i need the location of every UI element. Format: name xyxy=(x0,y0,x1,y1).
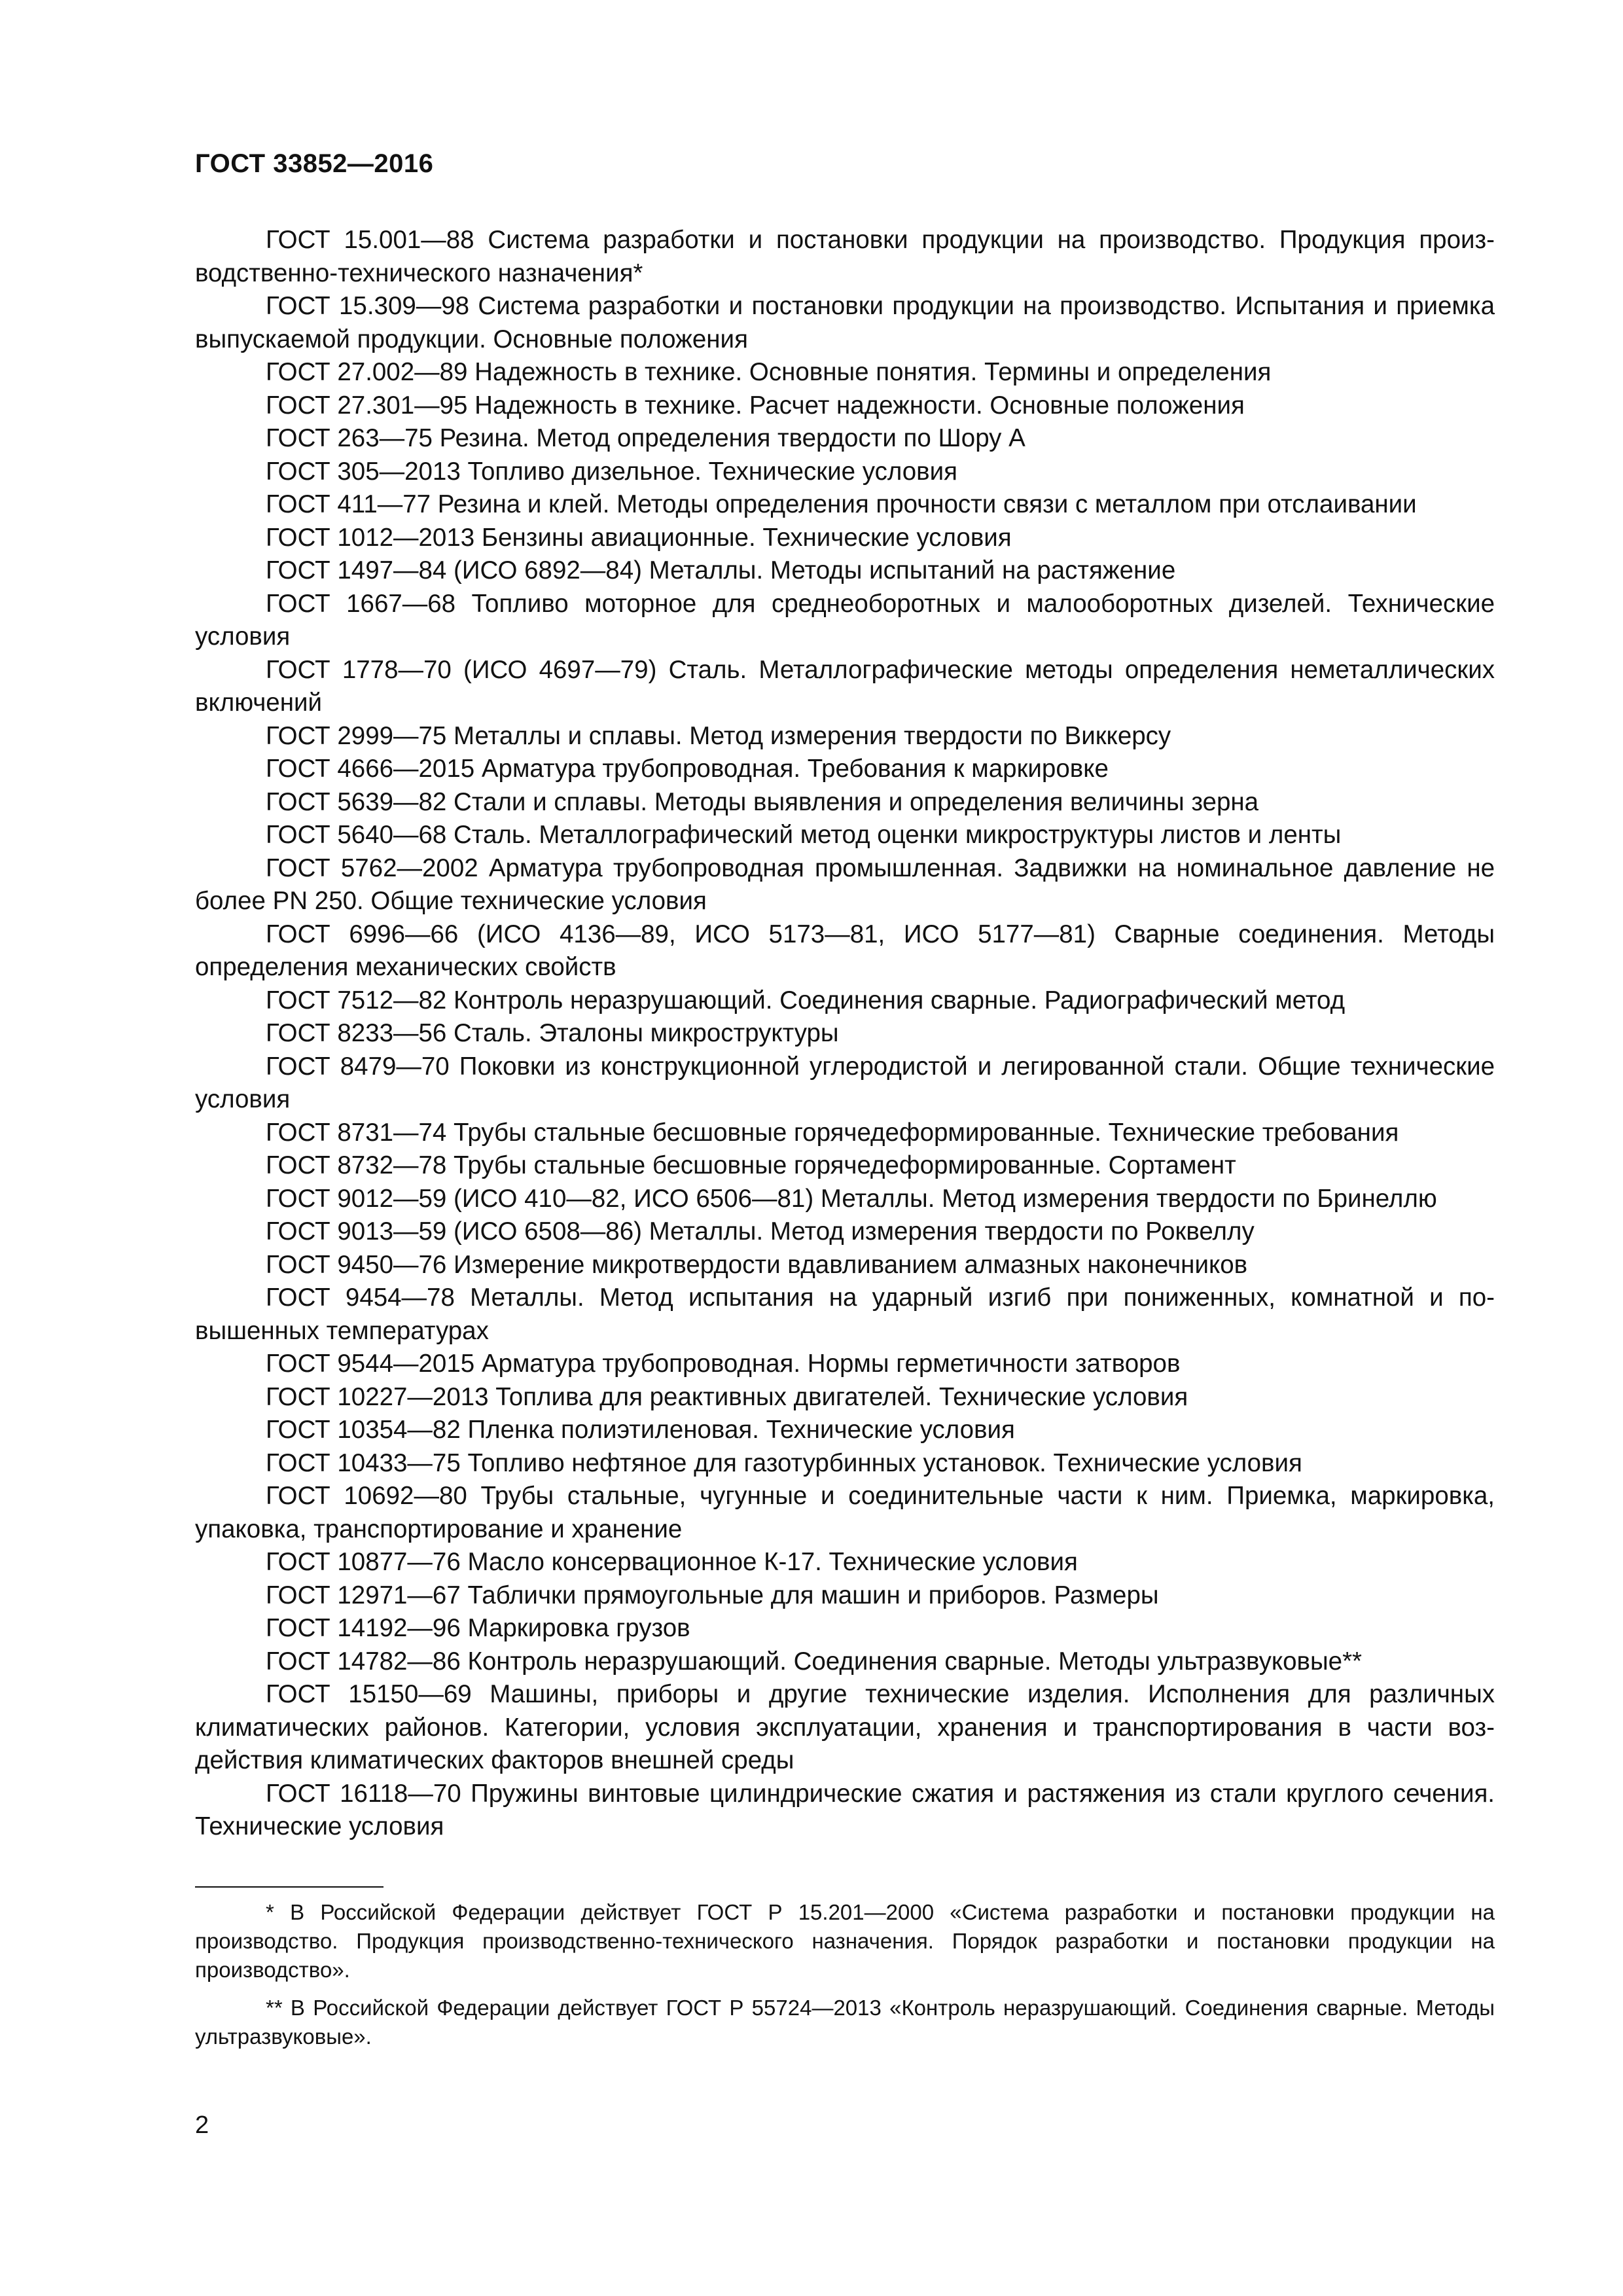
reference-item: ГОСТ 9013—59 (ИСО 6508—86) Металлы. Метод измерения твердости по Роквеллу xyxy=(266,1217,1255,1246)
reference-item: ГОСТ 8233—56 Сталь. Эталоны микроструктуры xyxy=(266,1019,839,1047)
reference-item: ГОСТ 10877—76 Масло консервационное К-17. Технические условия xyxy=(266,1548,1078,1576)
footnotes xyxy=(195,1898,1495,2060)
reference-item: ГОСТ 8479—70 Поковки из конструкционной углеродистой и легированной стали. Общие технические условия xyxy=(195,1052,1495,1113)
reference-item: ГОСТ 10354—82 Пленка полиэтиленовая. Технические условия xyxy=(266,1416,1015,1444)
reference-item: ГОСТ 305—2013 Топливо дизельное. Технические условия xyxy=(266,457,957,486)
reference-item: ГОСТ 16118—70 Пружины винтовые цилиндрические сжатия и растяжения из стали круглого сечения. Технические условия xyxy=(195,1779,1495,1840)
reference-item: ГОСТ 8731—74 Трубы стальные бесшовные горячедеформированные. Технические требования xyxy=(266,1118,1399,1147)
reference-item: ГОСТ 14192—96 Маркировка грузов xyxy=(266,1614,690,1642)
reference-item: ГОСТ 9454—78 Металлы. Метод испытания на ударный изгиб при пониженных, комнатной и повышенных температурах xyxy=(195,1283,1495,1345)
page-header-standard-code: ГОСТ 33852—2016 xyxy=(195,149,434,178)
reference-item: ГОСТ 14782—86 Контроль неразрушающий. Соединения сварные. Методы ультразвуковые** xyxy=(266,1647,1363,1676)
footnote-item: * В Российской Федерации действует ГОСТ Р 15.201—2000 «Система разработки и постановки продукции на производство. Продукция производственно-технического назначения. Порядок разработки и постановки продукции на производство». xyxy=(195,1900,1495,1982)
reference-item: ГОСТ 27.301—95 Надежность в технике. Расчет надежности. Основные положения xyxy=(266,391,1245,420)
reference-item: ГОСТ 1778—70 (ИСО 4697—79) Сталь. Металлографические методы определения неметаллических включений xyxy=(195,655,1495,717)
reference-item: ГОСТ 5639—82 Стали и сплавы. Методы выявления и определения величины зерна xyxy=(266,787,1259,816)
reference-item: ГОСТ 1667—68 Топливо моторное для среднеоборотных и малооборотных дизелей. Технические условия xyxy=(195,589,1495,651)
reference-item: ГОСТ 1497—84 (ИСО 6892—84) Металлы. Методы испытаний на растяжение xyxy=(266,556,1176,584)
reference-item: ГОСТ 9012—59 (ИСО 410—82, ИСО 6506—81) Металлы. Метод измерения твердости по Бринеллю xyxy=(266,1184,1437,1213)
reference-item: ГОСТ 9450—76 Измерение микротвердости вдавливанием алмазных наконечников xyxy=(266,1250,1248,1279)
reference-item: ГОСТ 27.002—89 Надежность в технике. Основные понятия. Термины и определения xyxy=(266,358,1272,386)
reference-item: ГОСТ 6996—66 (ИСО 4136—89, ИСО 5173—81, ИСО 5177—81) Сварные соединения. Методы определения механических свойств xyxy=(195,920,1495,981)
page-number: 2 xyxy=(195,2111,209,2139)
reference-item: ГОСТ 10227—2013 Топлива для реактивных двигателей. Технические условия xyxy=(266,1382,1188,1411)
reference-item: ГОСТ 263—75 Резина. Метод определения твердости по Шору А xyxy=(266,424,1026,452)
normative-references-list xyxy=(195,224,1495,1844)
reference-item: ГОСТ 10433—75 Топливо нефтяное для газотурбинных установок. Технические условия xyxy=(266,1448,1302,1477)
footnote-divider xyxy=(195,1886,383,1888)
reference-item: ГОСТ 15.309—98 Система разработки и постановки продукции на производство. Испытания и приемка выпускаемой продукции. Основные положения xyxy=(195,292,1495,353)
reference-item: ГОСТ 8732—78 Трубы стальные бесшовные горячедеформированные. Сортамент xyxy=(266,1151,1236,1179)
reference-item: ГОСТ 5640—68 Сталь. Металлографический метод оценки микроструктуры листов и ленты xyxy=(266,821,1342,849)
reference-item: ГОСТ 2999—75 Металлы и сплавы. Метод измерения твердости по Виккерсу xyxy=(266,721,1171,750)
reference-item: ГОСТ 7512—82 Контроль неразрушающий. Соединения сварные. Радиографический метод xyxy=(266,986,1346,1014)
reference-item: ГОСТ 1012—2013 Бензины авиационные. Технические условия xyxy=(266,523,1012,552)
reference-item: ГОСТ 15150—69 Машины, приборы и другие технические изделия. Исполнения для различных климатических районов. Категории, условия эксплуатации, хранения и транспортирования в части воздействия климатических факторов внешней среды xyxy=(195,1680,1495,1774)
reference-item: ГОСТ 12971—67 Таблички прямоугольные для машин и приборов. Размеры xyxy=(266,1581,1159,1609)
reference-item: ГОСТ 10692—80 Трубы стальные, чугунные и соединительные части к ним. Приемка, маркировка, упаковка, транспортирование и хранение xyxy=(195,1482,1495,1543)
reference-item: ГОСТ 9544—2015 Арматура трубопроводная. Нормы герметичности затворов xyxy=(266,1350,1181,1378)
footnote-item: ** В Российской Федерации действует ГОСТ Р 55724—2013 «Контроль неразрушающий. Соединения сварные. Методы ультразвуковые». xyxy=(195,1996,1495,2049)
reference-item: ГОСТ 5762—2002 Арматура трубопроводная промышленная. Задвижки на номинальное давление не более PN 250. Общие технические условия xyxy=(195,853,1495,915)
reference-item: ГОСТ 411—77 Резина и клей. Методы определения прочности связи с металлом при отслаивании xyxy=(266,490,1417,518)
reference-item: ГОСТ 4666—2015 Арматура трубопроводная. Требования к маркировке xyxy=(266,755,1109,783)
reference-item: ГОСТ 15.001—88 Система разработки и постановки продукции на производство. Продукция производственно-технического назначения* xyxy=(195,226,1495,287)
